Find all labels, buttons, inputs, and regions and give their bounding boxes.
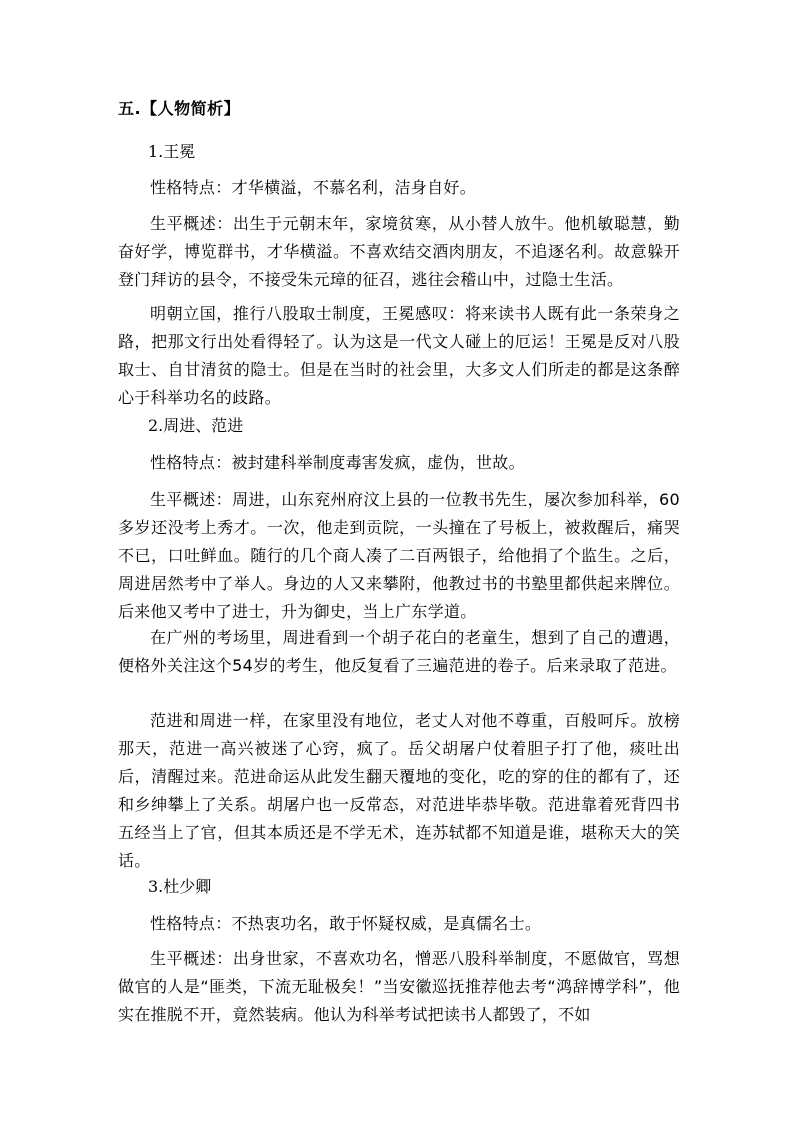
person-heading-dushaoqing: 3.杜少卿 (148, 877, 212, 896)
person-heading-wangmian: 1.王冕 (148, 142, 196, 161)
traits-dushaoqing: 性格特点：不热衷功名，敢于怀疑权威，是真儒名士。 (150, 914, 542, 933)
commentary-wangmian: 明朝立国，推行八股取士制度，王冕感叹：将来读书人既有此一条荣身之路，把那文行出处看得轻了。认为这是一代文人碰上的厄运！王冕是反对八股取士、自甘清贫的隐士。但是在当时的社会里，大多文人们所走的都是这条醉心于科举功名的歧路。 (118, 304, 680, 407)
traits-wangmian: 性格特点：才华横溢，不慕名利，洁身自好。 (150, 178, 477, 197)
bio-zhoujin: 生平概述：周进，山东兖州府汶上县的一位教书先生，屡次参加科举，60多岁还没考上秀才。一次，他走到贡院，一头撞在了号板上，被救醒后，痛哭不已，口吐鲜血。随行的几个商人凑了二百两银子，给他捐了个监生。之后，周进居然考中了举人。身边的人又来攀附，他教过书的书塾里都供起来牌位。后来他又考中了进士，升为御史，当上广东学道。 (118, 490, 680, 621)
traits-zhoujin-fanjin: 性格特点：被封建科举制度毒害发疯，虚伪，世故。 (150, 453, 525, 472)
bio-fanjin: 范进和周进一样，在家里没有地位，老丈人对他不尊重，百般呵斥。放榜那天，范进一高兴被迷了心窍，疯了。岳父胡屠户仗着胆子打了他，痰吐出后，清醒过来。范进命运从此发生翻天覆地的变化，吃的穿的住的都有了，还和乡绅攀上了关系。胡屠户也一反常态，对范进毕恭毕敬。范进靠着死背四书五经当上了官，但其本质还是不学无术，连苏轼都不知道是谁，堪称天大的笑话。 (118, 711, 680, 870)
bio-wangmian: 生平概述：出生于元朝末年，家境贫寒，从小替人放牛。他机敏聪慧，勤奋好学，博览群书，才华横溢。不喜欢结交酒肉朋友，不追逐名利。故意躲开登门拜访的县令，不接受朱元璋的征召，逃往会稽山中，过隐士生活。 (118, 214, 680, 289)
section-title: 五.【人物简析】 (118, 99, 241, 118)
person-heading-zhoujin-fanjin: 2.周进、范进 (148, 416, 244, 435)
bio-zhoujin-exam: 在广州的考场里，周进看到一个胡子花白的老童生，想到了自己的遭遇，便格外关注这个54岁的考生，他反复看了三遍范进的卷子。后来录取了范进。 (118, 628, 680, 675)
bio-dushaoqing: 生平概述：出身世家，不喜欢功名，憎恶八股科举制度，不愿做官，骂想做官的人是“匪类，下流无耻极矣！”当安徽巡抚推荐他去考“鸿辞博学科”，他实在推脱不开，竟然装病。他认为科举考试把读书人都毁了，不如 (118, 949, 680, 1024)
